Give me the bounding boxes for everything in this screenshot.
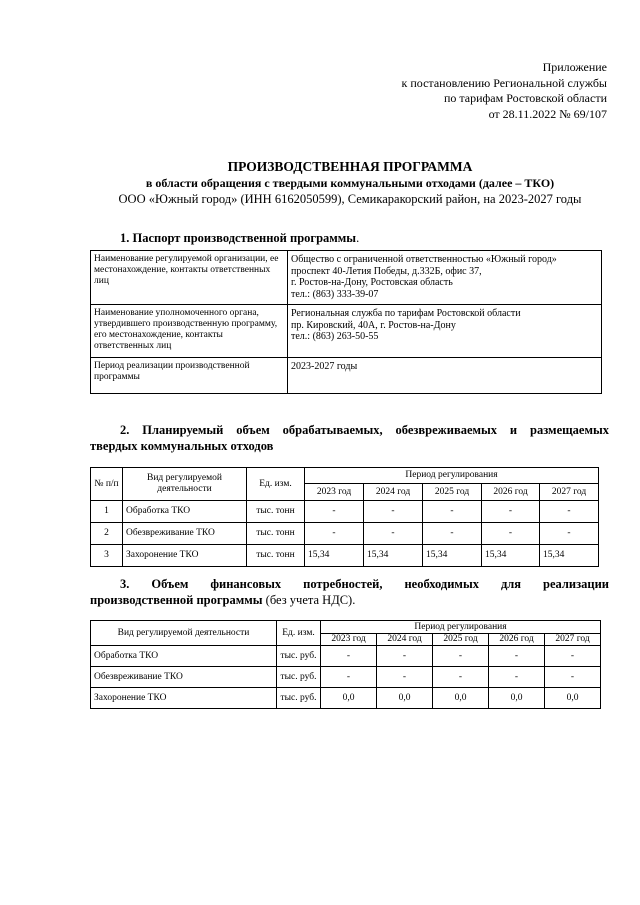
appendix-header — [402, 60, 607, 122]
row-value: - — [305, 523, 364, 545]
col-unit-header: Ед. изм. — [277, 621, 321, 646]
passport-label: Наименование регулируемой организации, ее местонахождение, контакты ответственных лиц — [91, 251, 288, 305]
year-header: 2027 год — [540, 484, 599, 501]
table-row — [91, 667, 601, 688]
col-activity-header: Вид регулируемой деятельности — [91, 621, 277, 646]
row-value: - — [540, 523, 599, 545]
row-value: - — [305, 501, 364, 523]
row-value: 0,0 — [377, 688, 433, 709]
row-value: 15,34 — [423, 545, 482, 567]
document-title — [90, 158, 610, 207]
row-activity: Обработка ТКО — [91, 646, 277, 667]
value-line: тел.: (863) 333-39-07 — [291, 288, 379, 300]
table-row — [91, 358, 602, 394]
title-sub: в области обращения с твердыми коммунальными отходами (далее – ТКО) — [145, 176, 555, 190]
table-row — [91, 688, 601, 709]
row-value: - — [545, 646, 601, 667]
row-activity: Захоронение ТКО — [123, 545, 247, 567]
year-header: 2023 год — [321, 634, 377, 646]
row-value: 0,0 — [433, 688, 489, 709]
section1-heading — [120, 230, 359, 246]
year-header: 2024 год — [364, 484, 423, 501]
title-main: ПРОИЗВОДСТВЕННАЯ ПРОГРАММА — [227, 159, 473, 174]
passport-table — [90, 250, 602, 394]
col-unit-header: Ед. изм. — [247, 468, 305, 501]
row-value: 15,34 — [364, 545, 423, 567]
row-value: - — [364, 501, 423, 523]
table-row — [91, 251, 602, 305]
row-activity: Захоронение ТКО — [91, 688, 277, 709]
col-period-header: Период регулирования — [305, 468, 599, 484]
row-value: 0,0 — [321, 688, 377, 709]
table-row — [91, 523, 599, 545]
row-value: - — [377, 667, 433, 688]
row-value: 15,34 — [482, 545, 540, 567]
year-header: 2025 год — [433, 634, 489, 646]
row-num: 3 — [91, 545, 123, 567]
year-header: 2024 год — [377, 634, 433, 646]
volume-table — [90, 467, 599, 567]
value-line: тел.: (863) 263-50-55 — [291, 331, 379, 342]
section3-heading-line1: 3. Объем финансовых потребностей, необходимых для реализации — [120, 577, 609, 591]
row-value: - — [545, 667, 601, 688]
row-unit: тыс. тонн — [247, 501, 305, 523]
section1-heading-text: 1. Паспорт производственной программы — [120, 231, 357, 245]
row-value: - — [423, 501, 482, 523]
section1-heading-dot: . — [356, 231, 360, 245]
year-header: 2027 год — [545, 634, 601, 646]
passport-value — [288, 251, 602, 305]
appendix-line: по тарифам Ростовской области — [443, 91, 607, 105]
appendix-line: от 28.11.2022 № 69/107 — [488, 106, 607, 121]
row-value: 0,0 — [545, 688, 601, 709]
table-header-row — [91, 468, 599, 484]
row-value: - — [321, 646, 377, 667]
row-value: 0,0 — [489, 688, 545, 709]
value-line: г. Ростов-на-Дону, Ростовская область — [291, 277, 453, 288]
table-row — [91, 501, 599, 523]
section3-heading-line2-bold: производственной программы — [90, 593, 263, 607]
row-value: - — [433, 667, 489, 688]
section2-heading-line1: 2. Планируемый объем обрабатываемых, обезвреживаемых и размещаемых — [120, 423, 609, 437]
year-header: 2026 год — [482, 484, 540, 501]
finance-table — [90, 620, 601, 709]
passport-label: Наименование уполномоченного органа, утвердившего производственную программу, его местонахождение, контакты ответственных лиц — [91, 305, 288, 358]
row-value: - — [482, 523, 540, 545]
value-line: пр. Кировский, 40А, г. Ростов-на-Дону — [291, 319, 456, 331]
year-header: 2026 год — [489, 634, 545, 646]
section3-heading-line2-normal: (без учета НДС). — [262, 593, 356, 607]
table-row — [91, 305, 602, 358]
row-value: - — [489, 667, 545, 688]
row-unit: тыс. руб. — [277, 667, 321, 688]
row-value: 15,34 — [305, 545, 364, 567]
col-activity-header: Вид регулируемой деятельности — [123, 468, 247, 501]
section3-heading — [90, 576, 609, 608]
appendix-line: к постановлению Региональной службы — [401, 75, 607, 90]
row-activity: Обезвреживание ТКО — [91, 667, 277, 688]
row-value: - — [364, 523, 423, 545]
row-value: - — [321, 667, 377, 688]
row-activity: Обезвреживание ТКО — [123, 523, 247, 545]
col-num-header: № п/п — [91, 468, 123, 501]
value-line: Общество с ограниченной ответственностью «Южный город» — [291, 254, 557, 265]
value-line: проспект 40-Летия Победы, д.332Б, офис 37, — [291, 265, 482, 277]
row-unit: тыс. тонн — [247, 545, 305, 567]
appendix-line: Приложение — [542, 60, 607, 74]
year-header: 2025 год — [423, 484, 482, 501]
row-num: 1 — [91, 501, 123, 523]
row-value: - — [423, 523, 482, 545]
section2-heading-line2: твердых коммунальных отходов — [90, 439, 274, 453]
row-num: 2 — [91, 523, 123, 545]
section2-heading — [90, 422, 609, 454]
col-period-header: Период регулирования — [321, 621, 601, 634]
title-org: ООО «Южный город» (ИНН 6162050599), Семикаракорский район, на 2023-2027 годы — [118, 192, 582, 206]
table-header-row — [91, 621, 601, 634]
table-row — [91, 545, 599, 567]
passport-value — [288, 358, 602, 394]
row-value: - — [433, 646, 489, 667]
year-header: 2023 год — [305, 484, 364, 501]
value-line: 2023-2027 годы — [291, 361, 358, 372]
row-value: - — [482, 501, 540, 523]
table-row — [91, 646, 601, 667]
row-activity: Обработка ТКО — [123, 501, 247, 523]
passport-label: Период реализации производственной программы — [91, 358, 288, 394]
row-value: - — [540, 501, 599, 523]
passport-value — [288, 305, 602, 358]
row-value: - — [489, 646, 545, 667]
row-value: 15,34 — [540, 545, 599, 567]
row-unit: тыс. руб. — [277, 646, 321, 667]
row-unit: тыс. руб. — [277, 688, 321, 709]
row-unit: тыс. тонн — [247, 523, 305, 545]
row-value: - — [377, 646, 433, 667]
value-line: Региональная служба по тарифам Ростовской области — [291, 308, 521, 319]
